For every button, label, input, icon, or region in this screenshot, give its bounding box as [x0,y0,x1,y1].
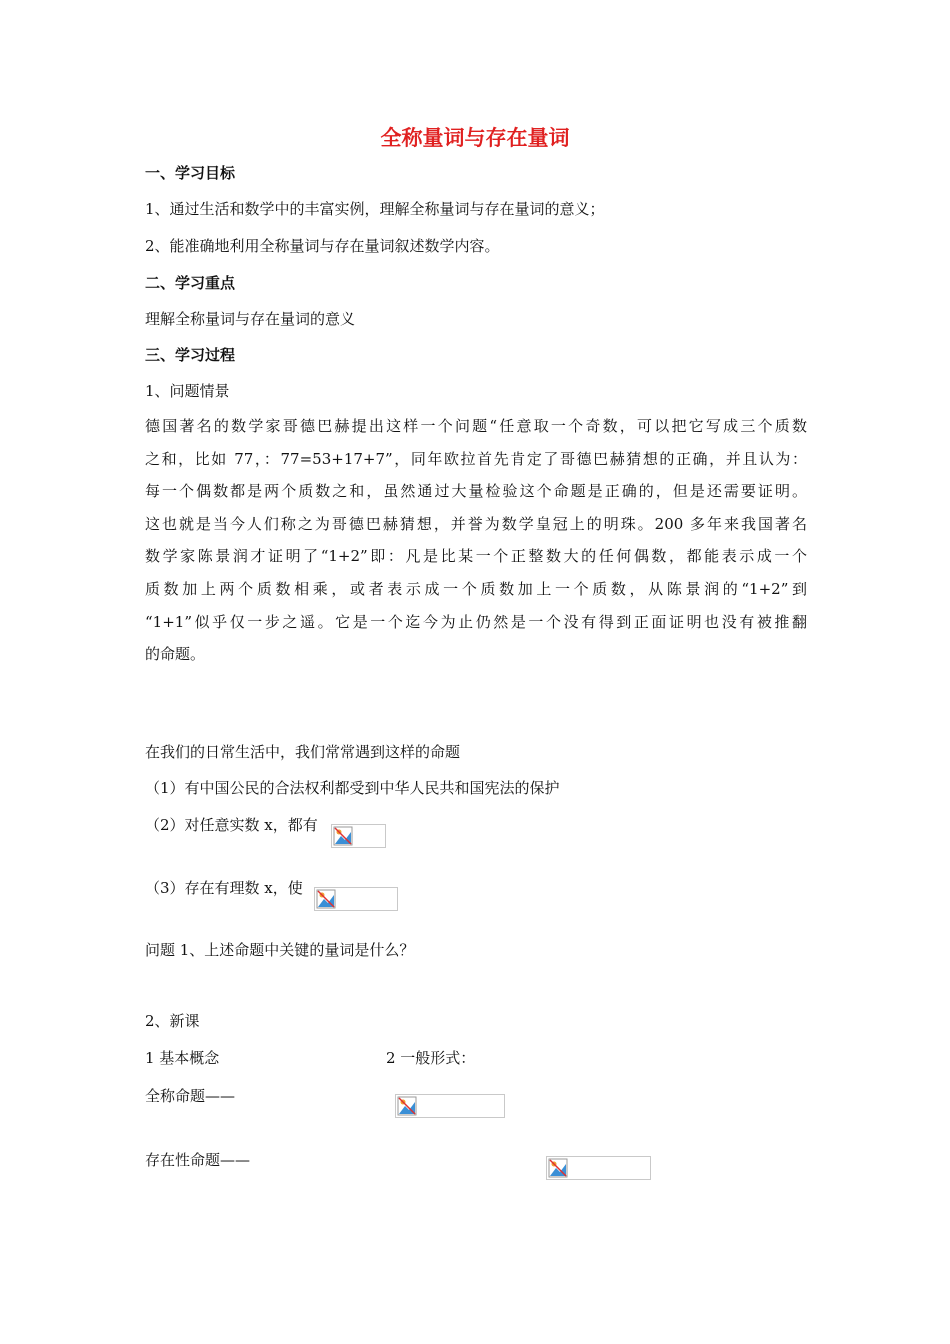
general-form-label: 2 一般形式： [386,1049,476,1067]
goal-item-1: 1、通过生活和数学中的丰富实例，理解全称量词与存在量词的意义； [145,200,605,218]
paragraph-line: 每一个偶数都是两个质数之和，虽然通过大量检验这个命题是正确的，但是还需要证明。 [145,482,807,501]
broken-image-icon [395,1094,505,1118]
goal-item-2: 2、能准确地利用全称量词与存在量词叙述数学内容。 [145,237,500,255]
paragraph-line: 这也就是当今人们称之为哥德巴赫猜想，并誉为数学皇冠上的明珠。200 多年来我国著名 [145,514,807,533]
paragraph-line: 之和，比如 77，：77=53+17+7”，同年欧拉首先肯定了哥德巴赫猜想的正确，并且认为： [145,449,807,468]
proposition-3: （3）存在有理数 x，使 [145,879,303,897]
broken-image-icon [546,1156,651,1180]
focus-text: 理解全称量词与存在量词的意义 [145,310,356,328]
question-1: 问题 1、上述命题中关键的量词是什么？ [145,941,415,959]
proposition-2: （2）对任意实数 x，都有 [145,816,318,834]
scenario-heading: 1、问题情景 [145,382,230,400]
paragraph-line: “1+1”似乎仅一步之遥。它是一个迄今为止仍然是一个没有得到正面证明也没有被推翻 [145,612,807,631]
goldbach-paragraph [145,410,807,671]
universal-proposition-label: 全称命题—— [145,1087,236,1105]
basic-concept-label: 1 基本概念 [145,1049,220,1067]
section-heading-focus: 二、学习重点 [145,274,236,292]
paragraph-line: 数学家陈景润才证明了“1+2”即：凡是比某一个正整数大的任何偶数，都能表示成一个 [145,547,807,566]
section-heading-process: 三、学习过程 [145,346,236,364]
broken-image-icon [314,887,398,911]
document-title: 全称量词与存在量词 [380,125,570,150]
daily-life-intro: 在我们的日常生活中，我们常常遇到这样的命题 [145,743,461,761]
paragraph-line: 的命题。 [145,645,206,664]
paragraph-line: 德国著名的数学家哥德巴赫提出这样一个问题“任意取一个奇数，可以把它写成三个质数 [145,417,807,435]
broken-image-icon [331,824,386,848]
new-lesson-heading: 2、新课 [145,1012,200,1030]
section-heading-goals: 一、学习目标 [145,164,236,182]
paragraph-line: 质数加上两个质数相乘，或者表示成一个质数加上一个质数，从陈景润的“1+2”到 [145,579,807,598]
existential-proposition-label: 存在性命题—— [145,1151,251,1169]
proposition-1: （1）有中国公民的合法权利都受到中华人民共和国宪法的保护 [145,779,560,797]
